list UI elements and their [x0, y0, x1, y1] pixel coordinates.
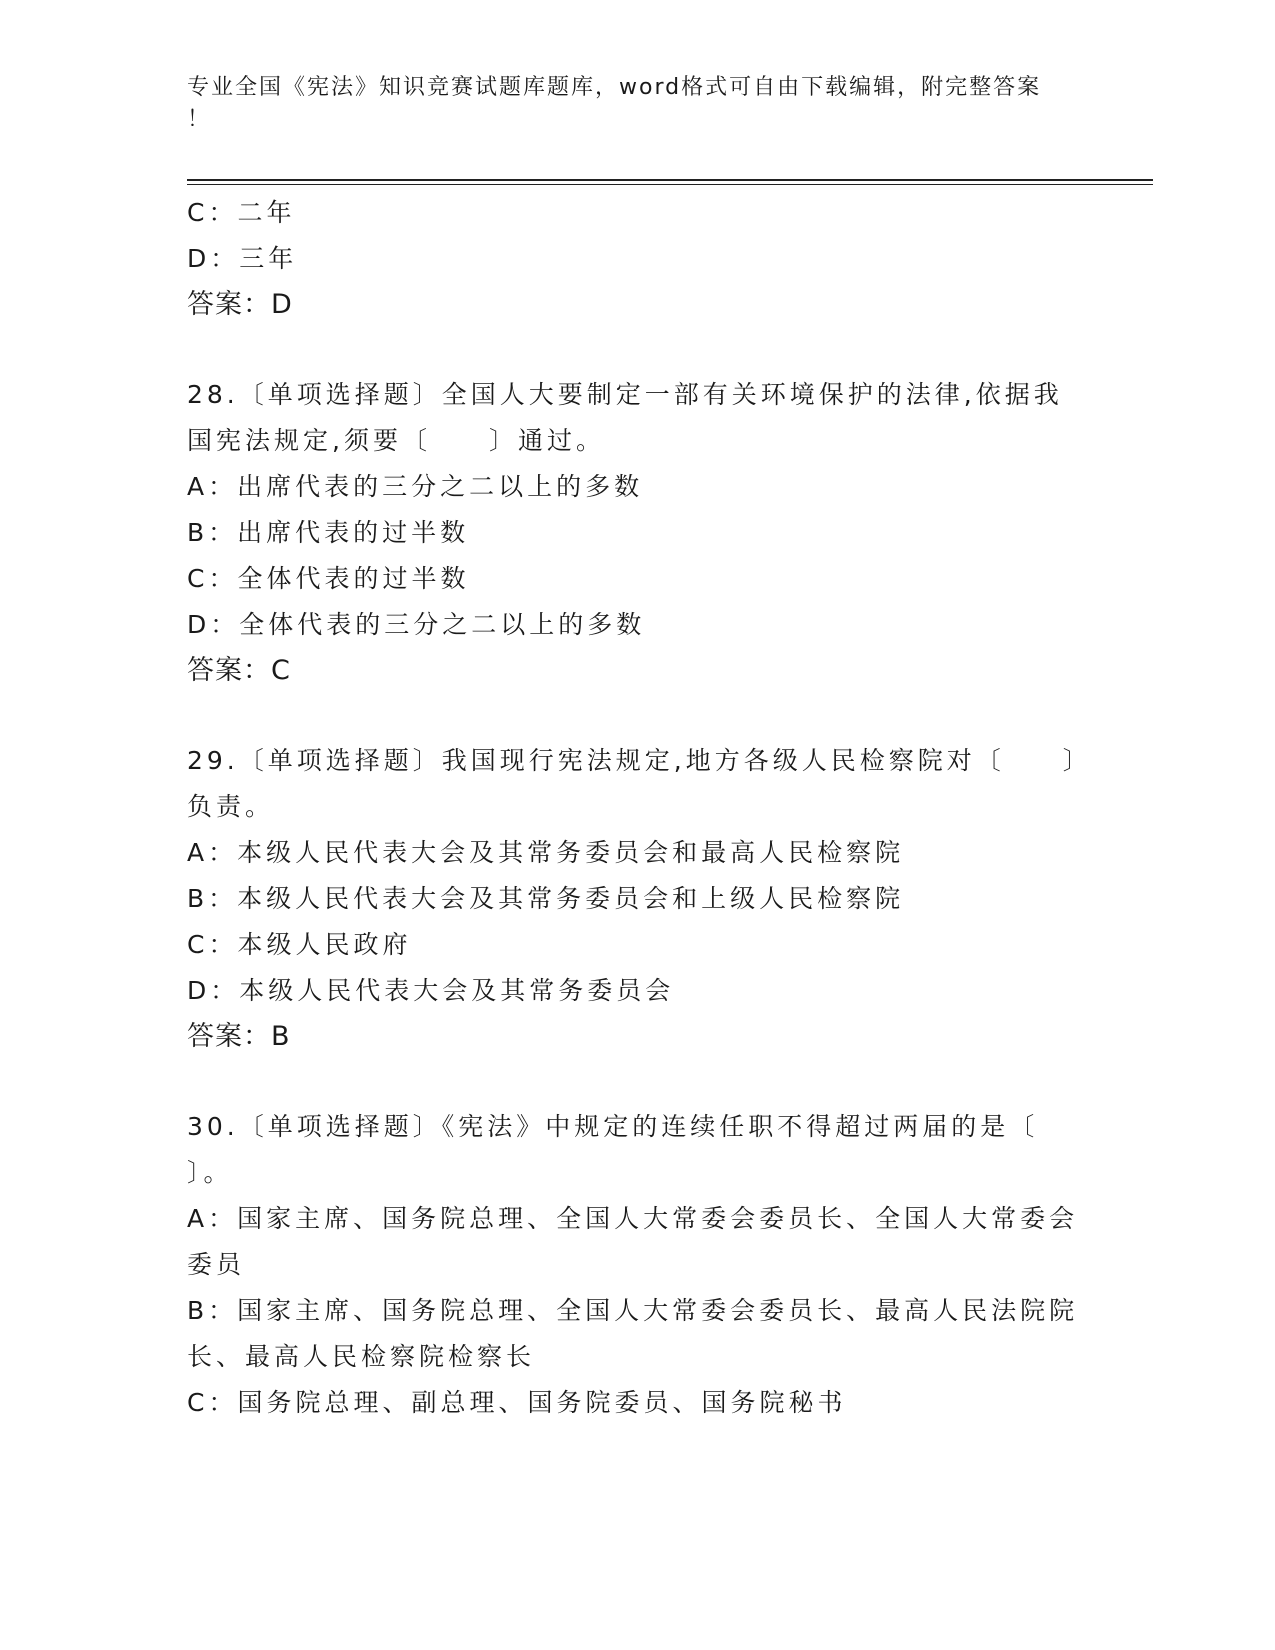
spacer [187, 1060, 1067, 1104]
question-stem: 28.〔单项选择题〕全国人大要制定一部有关环境保护的法律,依据我 [187, 380, 1063, 409]
question-stem-cont: 国宪法规定,须要〔 〕通过。 [187, 426, 605, 455]
answer-line: 答案：B [187, 1021, 291, 1052]
option-b: B：出席代表的过半数 [187, 518, 470, 547]
spacer [187, 328, 1067, 372]
page-header [187, 72, 1067, 136]
header-divider-thin [187, 184, 1153, 185]
header-line-2: ！ [187, 107, 212, 132]
question-30 [187, 1104, 1079, 1426]
question-stem-cont: 〕。 [187, 1158, 233, 1187]
option-a-cont: 委员 [187, 1250, 246, 1279]
answer-line: 答案：D [187, 289, 293, 320]
question-stem-cont: 负责。 [187, 792, 275, 821]
option-c: C：全体代表的过半数 [187, 564, 470, 593]
spacer [187, 694, 1067, 738]
question-28 [187, 372, 1067, 694]
question-stem: 30.〔单项选择题〕《宪法》中规定的连续任职不得超过两届的是〔 [187, 1112, 1039, 1141]
question-29 [187, 738, 1092, 1060]
option-c: C：本级人民政府 [187, 930, 412, 959]
option-c: C：国务院总理、副总理、国务院委员、国务院秘书 [187, 1388, 847, 1417]
option-b: B：国家主席、国务院总理、全国人大常委会委员长、最高人民法院院 [187, 1296, 1079, 1325]
option-d: D：全体代表的三分之二以上的多数 [187, 610, 646, 639]
header-divider-thick [187, 179, 1153, 181]
question-stem: 29.〔单项选择题〕我国现行宪法规定,地方各级人民检察院对〔 〕 [187, 746, 1092, 775]
previous-question-tail [187, 190, 1067, 328]
answer-line: 答案：C [187, 655, 291, 686]
option-d: D：三年 [187, 244, 298, 273]
option-d: D：本级人民代表大会及其常务委员会 [187, 976, 675, 1005]
question-content [187, 190, 1092, 1426]
option-b: B：本级人民代表大会及其常务委员会和上级人民检察院 [187, 884, 905, 913]
option-c: C：二年 [187, 198, 296, 227]
header-line-1: 专业全国《宪法》知识竞赛试题库题库，word格式可自由下载编辑，附完整答案 [187, 75, 1042, 100]
option-a: A：出席代表的三分之二以上的多数 [187, 472, 644, 501]
option-b-cont: 长、最高人民检察院检察长 [187, 1342, 536, 1371]
option-a: A：本级人民代表大会及其常务委员会和最高人民检察院 [187, 838, 905, 867]
option-a: A：国家主席、国务院总理、全国人大常委会委员长、全国人大常委会 [187, 1204, 1079, 1233]
